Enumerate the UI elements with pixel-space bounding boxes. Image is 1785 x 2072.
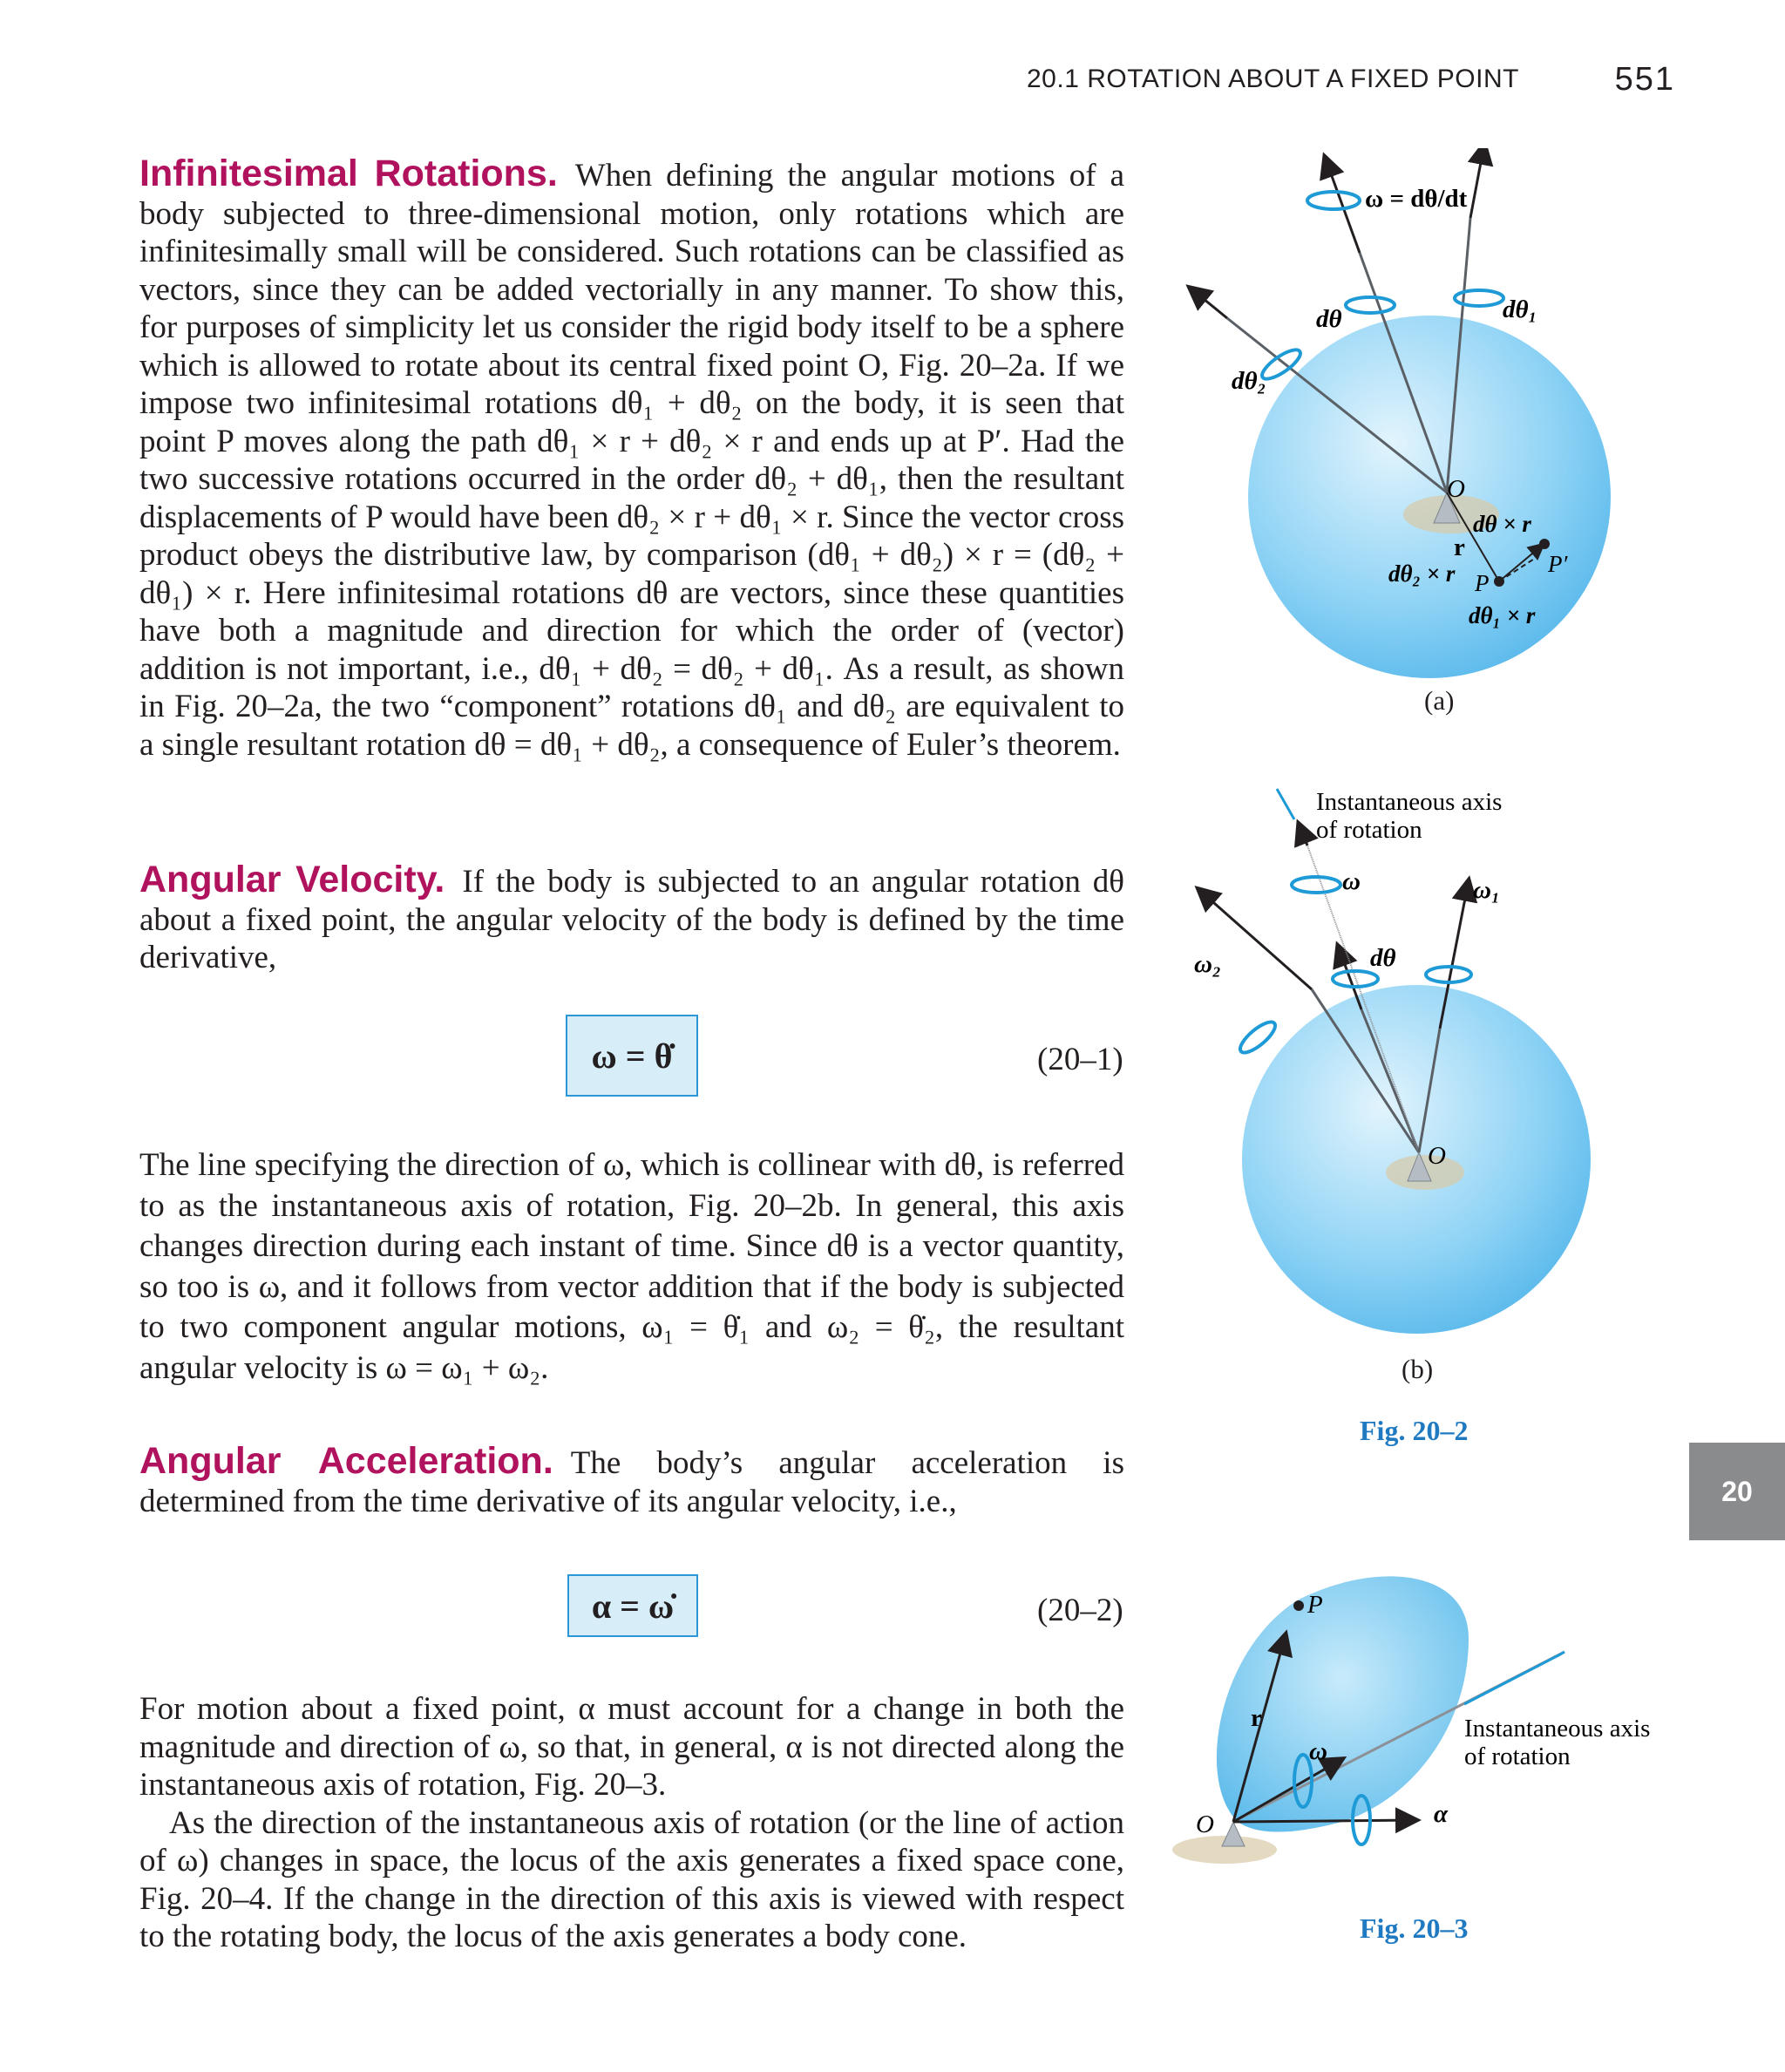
label: O bbox=[1447, 475, 1465, 503]
paragraph bbox=[139, 861, 1124, 977]
label: P′ bbox=[1548, 551, 1568, 577]
subfigure-label: (b) bbox=[1402, 1354, 1434, 1384]
body-text: The body’s angular acceleration is determined from the time derivative of its angular velocity, i.e., bbox=[139, 1445, 1124, 1519]
label: dθ₁ × r bbox=[1469, 602, 1536, 628]
body-text: As the direction of the instantaneous axis of rotation (or the line of action of ω) changes in space, the locus of the axis generates a fixed space cone, Fig. 20–4. If the change in the direction of this axis is viewed with respect to the rotating body, the locus of the axis generates a body cone. bbox=[139, 1804, 1124, 1954]
label: P bbox=[1475, 570, 1490, 596]
label: α bbox=[1434, 1800, 1449, 1828]
label: dθ₁ bbox=[1503, 296, 1537, 323]
running-header bbox=[1020, 61, 1682, 105]
point-P-prime bbox=[1539, 539, 1550, 549]
chapter-tab: 20 bbox=[1689, 1443, 1785, 1540]
figure-20-3 bbox=[1168, 1569, 1691, 1918]
label: ω bbox=[1342, 867, 1361, 895]
rotation-arrow-icon bbox=[1333, 971, 1378, 987]
label: of rotation bbox=[1316, 816, 1422, 844]
sphere bbox=[1248, 316, 1611, 678]
rotation-arrow-icon bbox=[1346, 297, 1395, 313]
label: O bbox=[1196, 1810, 1214, 1838]
label: r bbox=[1251, 1704, 1262, 1732]
section-angular-velocity bbox=[139, 861, 1124, 977]
section-angular-acceleration bbox=[139, 1440, 1124, 1520]
label: r bbox=[1454, 533, 1465, 561]
point-P bbox=[1293, 1600, 1304, 1611]
label: ω = dθ/dt bbox=[1365, 185, 1468, 213]
label: ω₂ bbox=[1194, 950, 1222, 978]
body-text: The line specifying the direction of ω, which is collinear with dθ, is referred to as the instantaneous axis of rotation, Fig. 20–2b. In general, this axis changes direction during each instant of time. Since dθ is a vector quantity, so too is ω, and it follows from vector addition that if the body is subjected to two component angular motions, ω₁ = θ̇₁ and ω₂ = θ̇₂, the resultant angular velocity is ω = ω₁ + ω₂. bbox=[139, 1147, 1124, 1386]
paragraph bbox=[139, 155, 1124, 764]
figure-20-2b bbox=[1185, 776, 1691, 1334]
section-infinitesimal-rotations bbox=[139, 155, 1124, 764]
section-heading: Infinitesimal Rotations. bbox=[139, 153, 558, 194]
label: dθ × r bbox=[1473, 511, 1531, 537]
figure-caption: Fig. 20–2 bbox=[1360, 1415, 1469, 1446]
body-text: If the body is subjected to an angular rotation dθ about a fixed point, the angular velocity of the body is defined by the time derivative, bbox=[139, 864, 1125, 975]
page-number: 551 bbox=[1614, 61, 1675, 98]
figure-caption: Fig. 20–3 bbox=[1360, 1912, 1469, 1944]
section-title: 20.1 ROTATION ABOUT A FIXED POINT bbox=[1027, 65, 1519, 93]
figure-20-2a bbox=[1185, 148, 1673, 706]
equation-box: α = ω̇ bbox=[567, 1574, 698, 1637]
equation-number: (20–1) bbox=[1037, 1042, 1123, 1077]
axis-indicator bbox=[1277, 789, 1294, 819]
rotation-arrow-icon bbox=[1455, 290, 1503, 306]
equation-number: (20–2) bbox=[1037, 1593, 1123, 1628]
section-heading: Angular Velocity. bbox=[139, 859, 445, 900]
paragraph bbox=[139, 1440, 1124, 1520]
point-P bbox=[1494, 576, 1504, 587]
label: dθ₂ bbox=[1232, 367, 1266, 395]
label: dθ bbox=[1370, 944, 1396, 972]
equation-box: ω = θ̇ bbox=[566, 1015, 698, 1097]
label: ω₁ bbox=[1473, 876, 1501, 904]
subfigure-label: (a) bbox=[1424, 685, 1455, 716]
section-angular-velocity-cont bbox=[139, 1145, 1124, 1389]
section-angular-acceleration-cont bbox=[139, 1690, 1124, 1956]
body-text: When defining the angular motions of a body subjected to three-dimensional motion, only rotations which are infinitesimally small will be considered. Such rotations can be classified as vectors, since they can be added vectorially in any manner. To show this, for purposes of simplicity let us consider the rigid body itself to be a sphere which is allowed to rotate about its central fixed point O, Fig. 20–2a. If we impose two infinitesimal rotations dθ₁ + dθ₂ on the body, it is seen that point P moves along the path dθ₁ × r + dθ₂ × r and ends up at P′. Had the two successive rotations occurred in the order dθ₂ + dθ₁, then the resultant displacements of P would have been dθ₂ × r + dθ₁ × r. Since the vector cross product obeys the distributive law, by comparison (dθ₁ + dθ₂) × r = (dθ₂ + dθ₁) × r. Here infinitesimal rotations dθ are vectors, since these quantities have both a magnitude and direction for which the order of (vector) addition is not important, i.e., dθ₁ + dθ₂ = dθ₂ + dθ₁. As a result, as shown in Fig. 20–2a, the two “component” rotations dθ₁ and dθ₂ are equivalent to a single resultant rotation dθ = dθ₁ + dθ₂, a consequence of Euler’s theorem. bbox=[139, 158, 1124, 763]
body-text: For motion about a fixed point, α must account for a change in both the magnitude and direction of ω, so that, in general, α is not directed along the instantaneous axis of rotation, Fig. 20–3. bbox=[139, 1691, 1124, 1803]
label: Instantaneous axis bbox=[1316, 788, 1503, 816]
label: dθ₂ × r bbox=[1388, 560, 1456, 587]
rotation-arrow-icon bbox=[1236, 1017, 1279, 1057]
label: O bbox=[1428, 1142, 1446, 1170]
label: dθ bbox=[1316, 305, 1342, 333]
label: Instantaneous axis bbox=[1464, 1715, 1651, 1743]
section-heading: Angular Acceleration. bbox=[139, 1440, 553, 1482]
rotation-arrow-icon bbox=[1292, 877, 1340, 893]
label: of rotation bbox=[1464, 1743, 1571, 1770]
support-cone bbox=[1222, 1822, 1245, 1846]
rotation-arrow-icon bbox=[1307, 192, 1360, 209]
label: P bbox=[1307, 1591, 1323, 1619]
label: ω bbox=[1309, 1737, 1327, 1765]
